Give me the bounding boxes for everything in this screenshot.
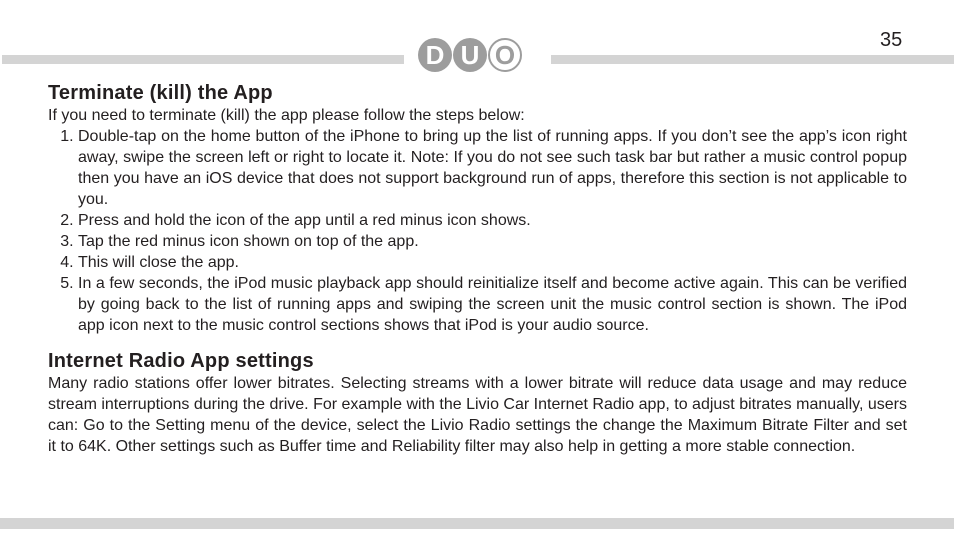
logo-letter-d: D	[418, 38, 452, 72]
page-number: 35	[880, 29, 903, 51]
step-item: 3. Tap the red minus icon shown on top of the app.	[78, 231, 907, 252]
step-item: 1. Double-tap on the home button of the iPhone to bring up the list of running apps. If you don’t see the app’s icon right away, swipe the screen left or right to locate it. Note: If you do not see such task bar but rather a music control popup then you have an iOS device that does not support background run of apps, therefore this section is not applicable to you.	[78, 126, 907, 210]
step-item: 4. This will close the app.	[78, 252, 907, 273]
section-body: Many radio stations offer lower bitrates. Selecting streams with a lower bitrate will reduce data usage and may reduce stream interruptions during the drive. For example with the Livio Car Internet Radio app, to adjust bitrates manually, users can: Go to the Setting menu of the device, select the Livio Radio settings the change the Maximum Bitrate Filter and set it to 64K. Other settings such as Buffer time and Reliability filter may also help in getting a more stable connection.	[48, 375, 907, 455]
step-item: 5. In a few seconds, the iPod music playback app should reinitialize itself and become active again. This can be verified by going back to the list of running apps and swiping the screen unit the music control section is shown. The iPod app icon next to the music control sections shows that iPod is your audio source.	[78, 273, 907, 336]
header-divider-left	[2, 55, 404, 64]
page-content	[48, 81, 907, 457]
section-title-terminate: Terminate (kill) the App	[48, 82, 273, 104]
footer-divider	[0, 518, 954, 529]
logo-letter-u: U	[453, 38, 487, 72]
steps-list	[48, 126, 907, 336]
duo-logo	[418, 38, 522, 74]
header-divider-right	[551, 55, 954, 64]
logo-letter-o: O	[488, 38, 522, 72]
section-terminate-app	[48, 81, 907, 336]
section-internet-radio-settings	[48, 349, 907, 457]
step-item: 2. Press and hold the icon of the app until a red minus icon shows.	[78, 210, 907, 231]
section-title-internet-radio: Internet Radio App settings	[48, 350, 314, 372]
section-intro: If you need to terminate (kill) the app please follow the steps below:	[48, 107, 525, 124]
